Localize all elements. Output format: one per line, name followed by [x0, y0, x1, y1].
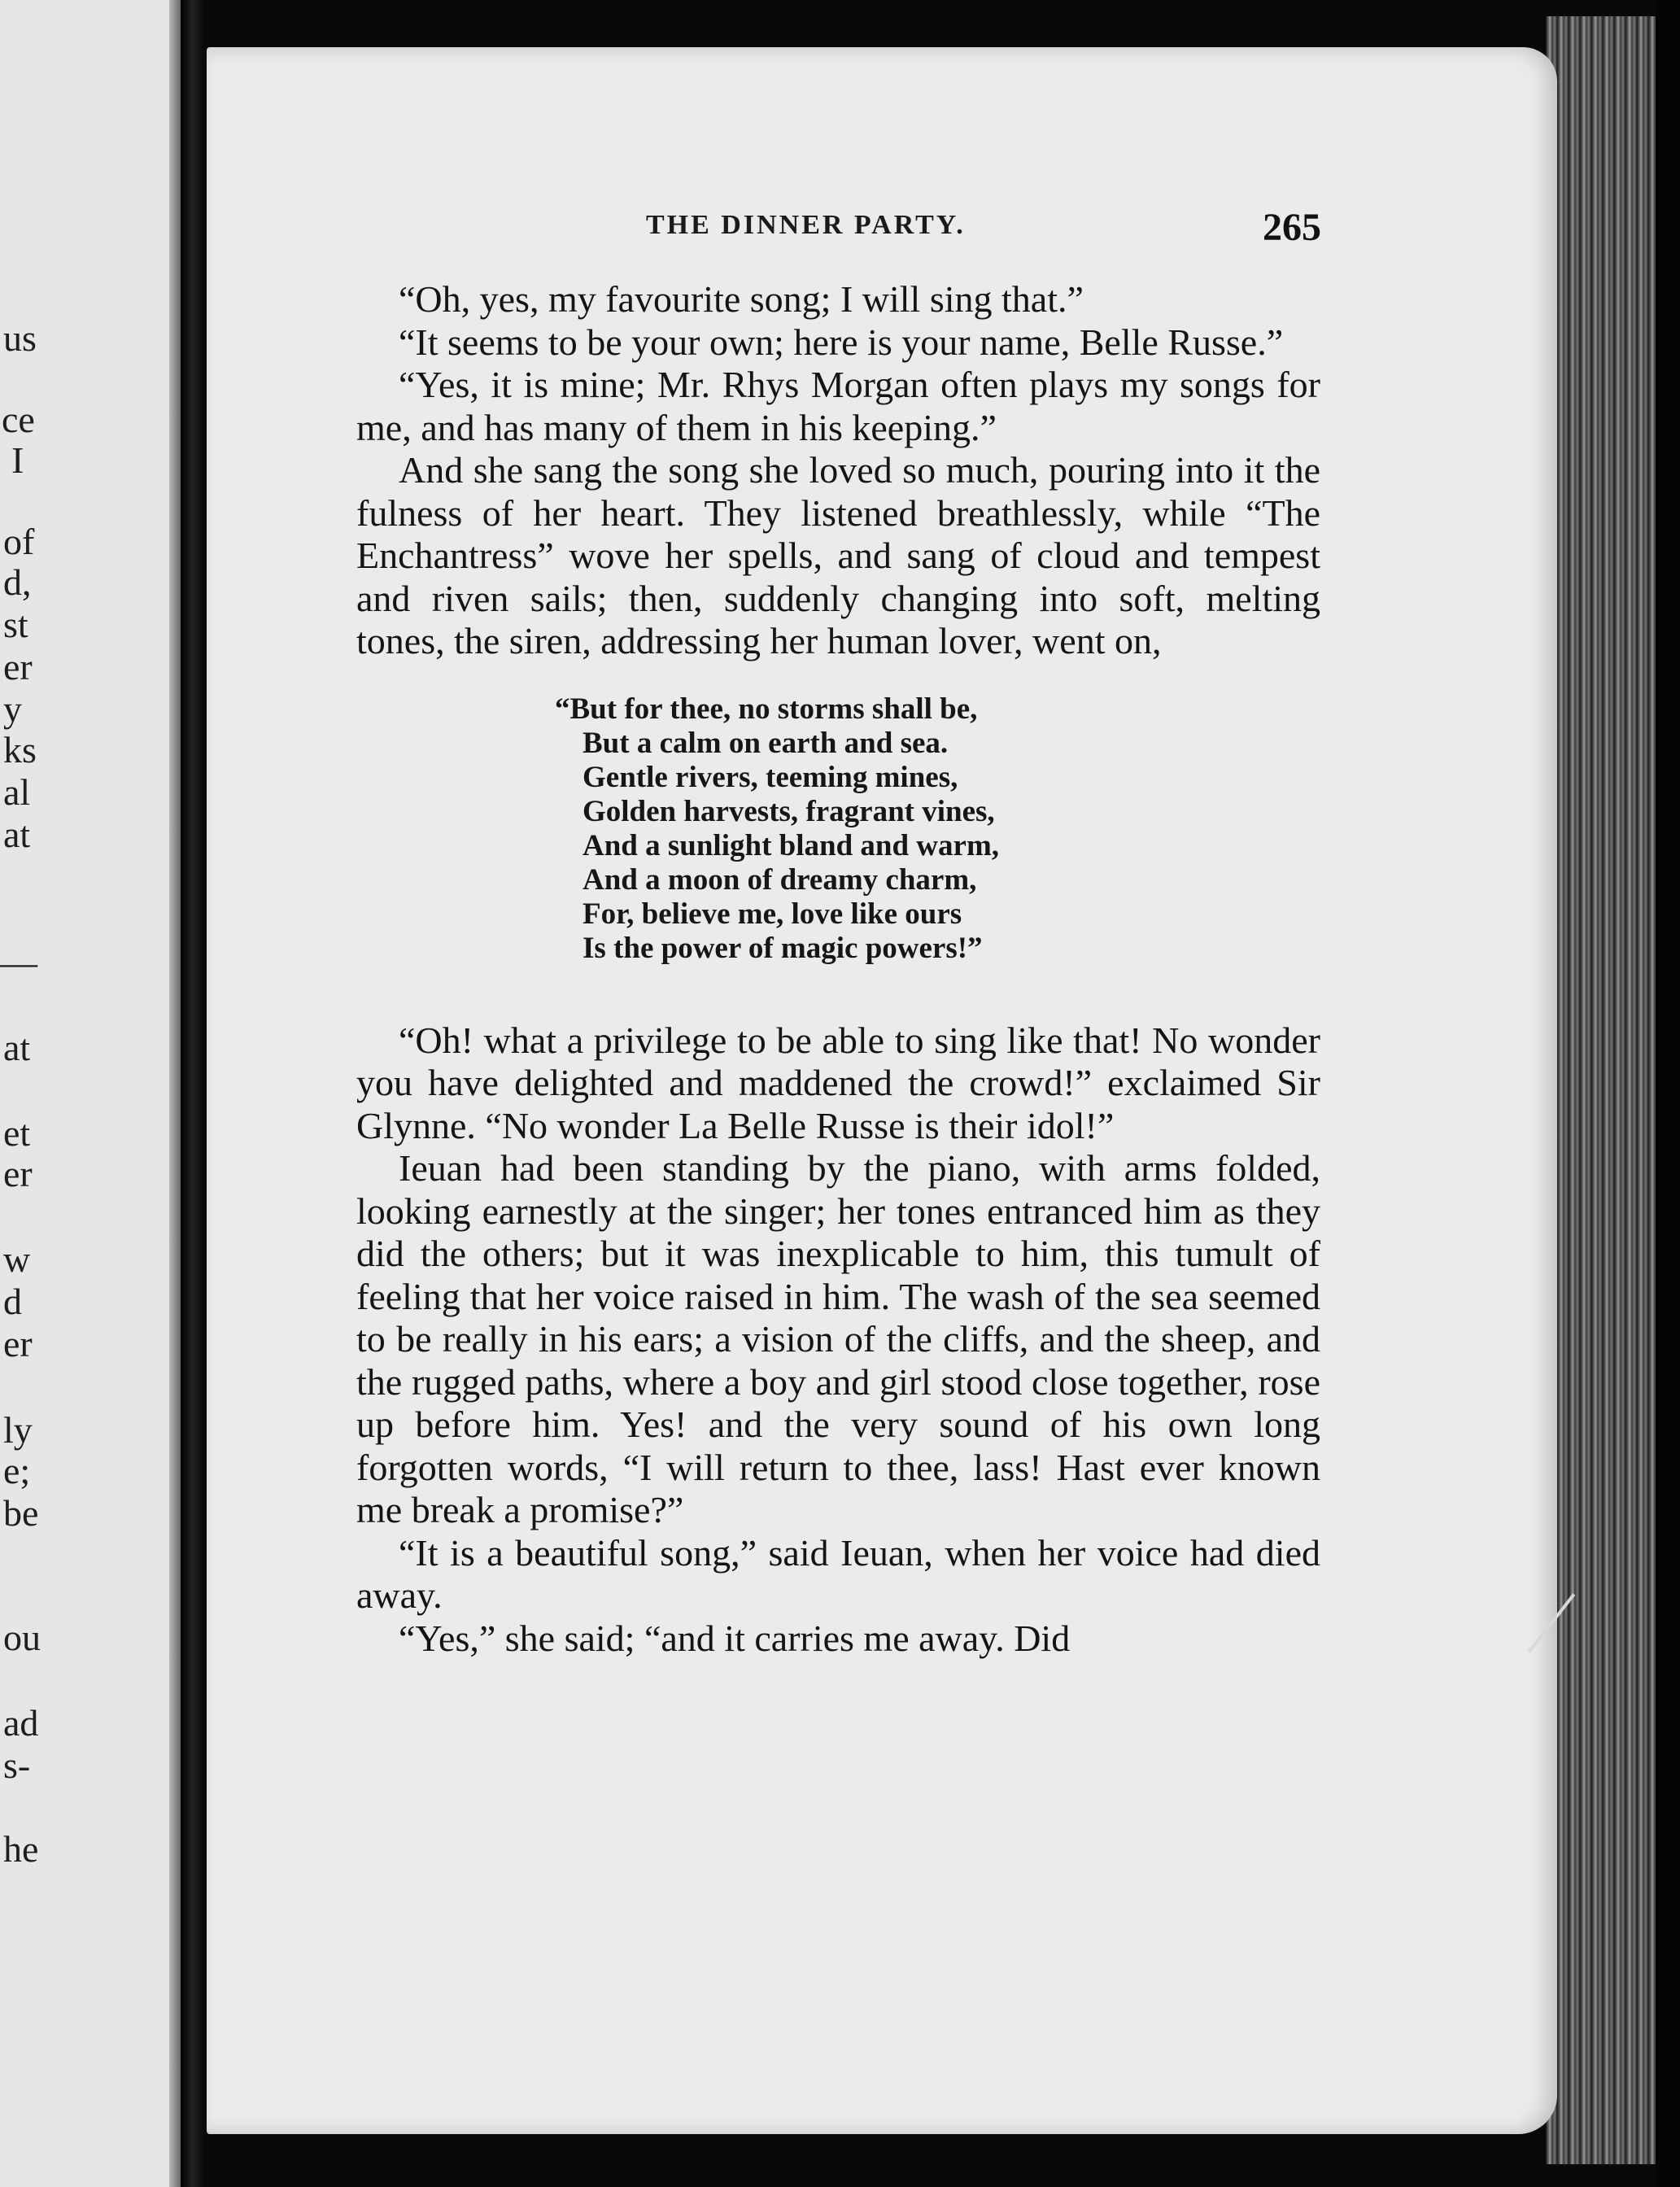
previous-page-fragment: us	[3, 317, 37, 359]
paragraph: “Yes,” she said; “and it carries me away. Did	[399, 1617, 1071, 1659]
previous-page-fragment: er	[3, 1153, 33, 1194]
running-head: THE DINNER PARTY.	[646, 210, 966, 240]
previous-page-fragment: d,	[3, 561, 32, 603]
paragraph: “Oh, yes, my favourite song; I will sing that.”	[399, 278, 1084, 320]
previous-page	[0, 0, 181, 2187]
previous-page-fragment: d	[3, 1281, 22, 1322]
previous-page-edge	[169, 0, 181, 2187]
previous-page-fragment: e;	[3, 1450, 31, 1491]
previous-page-fragment: er	[3, 646, 33, 688]
previous-page-fragment: at	[3, 1027, 31, 1068]
body-text	[356, 278, 1320, 1660]
previous-page-fragment: —	[0, 941, 37, 983]
verse-line: And a moon of dreamy charm,	[583, 862, 977, 897]
verse-line: Is the power of magic powers!”	[583, 931, 983, 965]
previous-page-fragment: ly	[3, 1409, 33, 1451]
page-block-edge	[1546, 16, 1668, 2164]
verse-line: But a calm on earth and sea.	[583, 726, 949, 760]
previous-page-fragment: ce	[2, 399, 35, 440]
previous-page-fragment: al	[3, 771, 31, 813]
previous-page-fragment: s-	[3, 1744, 31, 1786]
previous-page-fragment: be	[3, 1492, 39, 1534]
verse-line: Gentle rivers, teeming mines,	[583, 760, 958, 794]
previous-page-fragment: at	[3, 814, 31, 855]
previous-page-fragment: I	[11, 439, 24, 481]
previous-page-fragment: ks	[3, 729, 37, 770]
paragraph: “Oh! what a privilege to be able to sing like that! No wonder you have delighted and maddened the crowd!” exclaimed Sir Glynne. “No wonder La Belle Russe is their idol!”	[356, 1019, 1320, 1146]
page-number: 265	[1263, 206, 1321, 249]
previous-page-fragment: et	[3, 1112, 31, 1154]
previous-page-fragment: ou	[3, 1617, 41, 1658]
previous-page-fragment: st	[3, 604, 28, 645]
previous-page-fragment: y	[3, 688, 22, 730]
page-header	[646, 205, 1321, 254]
paragraph: “It is a beautiful song,” said Ieuan, when her voice had died away.	[356, 1531, 1320, 1616]
paragraph: “It seems to be your own; here is your name, Belle Russe.”	[399, 321, 1284, 363]
verse-line: “But for thee, no storms shall be,	[555, 692, 978, 726]
previous-page-fragment: ad	[3, 1702, 39, 1744]
verse-line: And a sunlight bland and warm,	[583, 828, 1000, 862]
previous-page-fragment: he	[3, 1828, 39, 1870]
paragraph: Ieuan had been standing by the piano, with arms folded, looking earnestly at the singer; her tones entranced him as they did the others; but it was inexplicable to him, this tumult of feeling that her voice raised in him. The wash of the sea seemed to be really in his ears; a vision of the cliffs, and the sheep, and the rugged paths, where a boy and girl stood close together, rose up before him. Yes! and the very sound of his own long forgotten words, “I will return to thee, lass! Hast ever known me break a promise?”	[356, 1147, 1320, 1530]
verse-line: Golden harvests, fragrant vines,	[583, 794, 995, 828]
paragraph: “Yes, it is mine; Mr. Rhys Morgan often plays my songs for me, and has many of them in his keeping.”	[356, 364, 1320, 448]
paragraph: And she sang the song she loved so much, pouring into it the fulness of her heart. They listened breathlessly, while “The Enchantress” wove her spells, and sang of cloud and tempest and riven sails; then, suddenly changing into soft, melting tones, the siren, addressing her human lover, went on,	[356, 449, 1320, 661]
book-gutter	[181, 0, 207, 2187]
previous-page-fragment: er	[3, 1323, 33, 1364]
previous-page-fragment: of	[3, 521, 35, 562]
song-verse	[356, 692, 1320, 966]
verse-line: For, believe me, love like ours	[583, 897, 962, 931]
previous-page-fragment: w	[3, 1238, 31, 1280]
page-edge-shadow	[1656, 0, 1680, 2187]
